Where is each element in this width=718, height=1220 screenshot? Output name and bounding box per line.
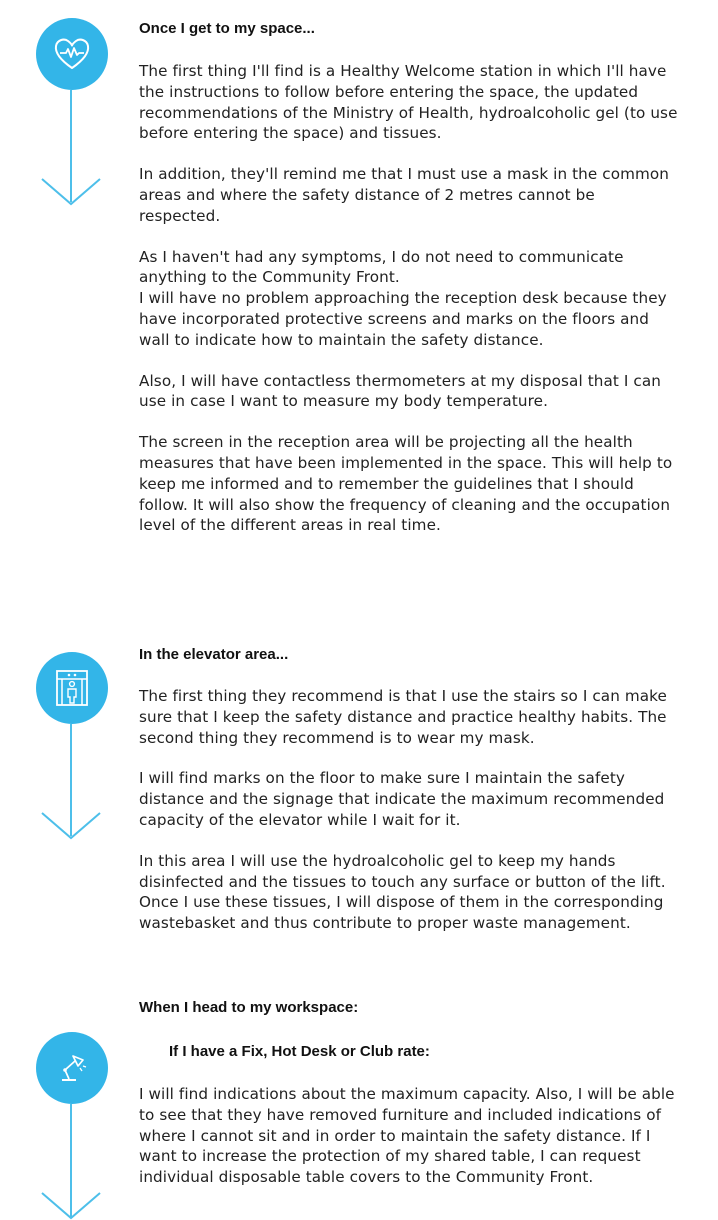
section-subheading: If I have a Fix, Hot Desk or Club rate: bbox=[169, 1043, 430, 1060]
section-heading: In the elevator area... bbox=[139, 646, 289, 663]
section-1-icon-circle bbox=[36, 18, 108, 90]
section-elevator-area bbox=[139, 645, 679, 934]
paragraph: I will find indications about the maximum capacity. Also, I will be able to see that they have removed furniture and included indications of where I cannot sit and in order to maintain the safety distance. If I want to increase the protection of my shared table, I can request individual disposable table covers to the Community Front. bbox=[139, 1085, 675, 1187]
heart-icon bbox=[53, 37, 91, 71]
paragraph: The first thing I'll find is a Healthy Welcome station in which I'll have the instructions to follow before entering the space, the updated recommendations of the Ministry of Health, hydroalcoholic gel (to use before entering the space) and tissues. bbox=[139, 62, 678, 143]
section-2-icon-circle bbox=[36, 652, 108, 724]
paragraph: The first thing they recommend is that I use the stairs so I can make sure that I keep the safety distance and practice healthy habits. The second thing they recommend is to wear my mask. bbox=[139, 687, 667, 747]
desk-lamp-icon bbox=[54, 1050, 90, 1086]
section-3-icon-circle bbox=[36, 1032, 108, 1104]
paragraph: I will find marks on the floor to make sure I maintain the safety distance and the signage that indicate the maximum recommended capacity of the elevator while I wait for it. bbox=[139, 769, 665, 829]
paragraph: Also, I will have contactless thermometers at my disposal that I can use in case I want to measure my body temperature. bbox=[139, 371, 661, 411]
paragraph: As I haven't had any symptoms, I do not need to communicate anything to the Community Front. I will have no problem approaching the reception desk because they have incorporated protective screens and marks on the floors and wall to indicate how to maintain the safety distance. bbox=[139, 247, 667, 349]
chevron-down-icon bbox=[41, 176, 101, 206]
paragraph: The screen in the reception area will be projecting all the health measures that have been implemented in the space. This will help to keep me informed and to remember the guidelines that I should follow. It will also show the frequency of cleaning and the occupation level of the different areas in real time. bbox=[139, 433, 673, 535]
chevron-down-icon bbox=[41, 1190, 101, 1220]
paragraph: In addition, they'll remind me that I must use a mask in the common areas and where the safety distance of 2 metres cannot be respected. bbox=[139, 165, 670, 225]
section-heading: Once I get to my space... bbox=[139, 20, 315, 37]
elevator-icon bbox=[54, 669, 90, 707]
chevron-down-icon bbox=[41, 810, 101, 840]
section-workspace bbox=[139, 998, 679, 1188]
section-heading: When I head to my workspace: bbox=[139, 999, 359, 1016]
paragraph: In this area I will use the hydroalcoholic gel to keep my hands disinfected and the tissues to touch any surface or button of the lift. Once I use these tissues, I will dispose of them in the corresponding wastebasket and thus contribute to proper waste management. bbox=[139, 851, 666, 933]
section-once-at-space bbox=[139, 19, 679, 536]
